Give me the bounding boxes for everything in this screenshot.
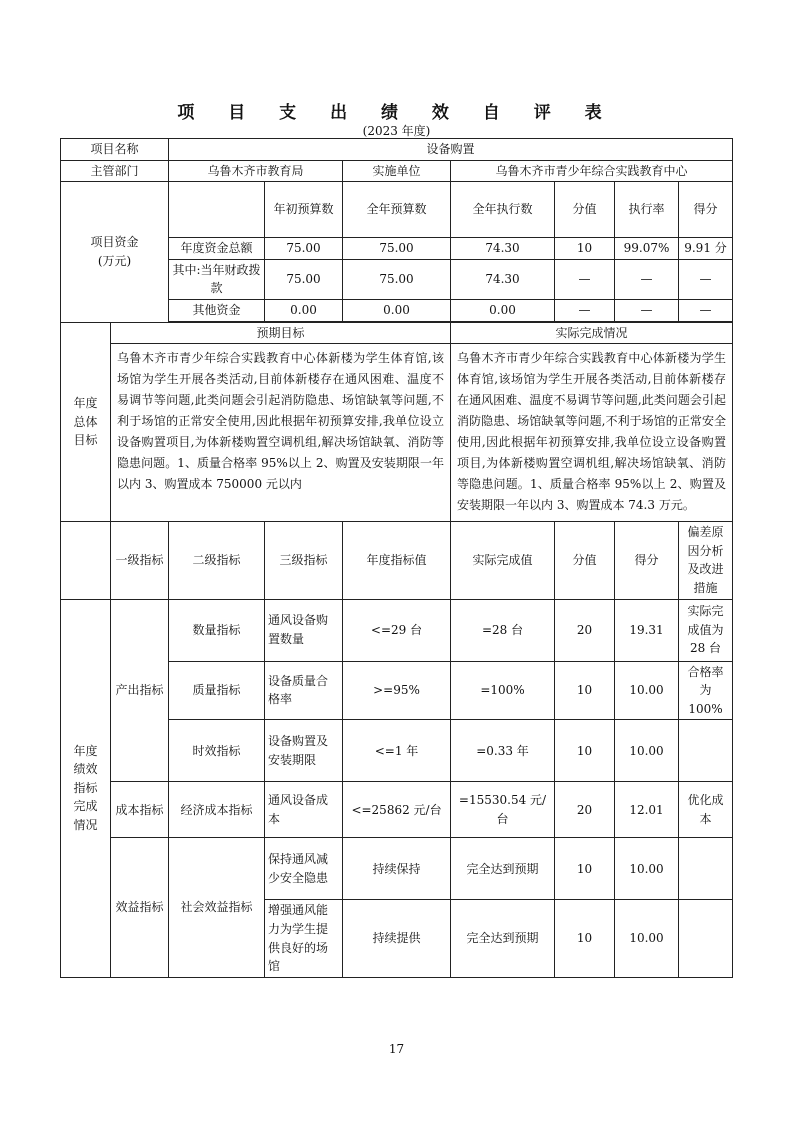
impl-value: 乌鲁木齐市青少年综合实践教育中心 [451,160,733,182]
expected-goal-header: 预期目标 [111,322,451,344]
level1-cost: 成本指标 [111,782,169,838]
funds-cell: — [615,259,679,299]
funds-cell: — [615,299,679,321]
indicator-note: 合格率为 100% [679,661,733,720]
indicator-score: 10.00 [615,900,679,977]
indicator-header: 实际完成值 [451,522,555,599]
funds-row-name: 年度资金总额 [169,238,265,260]
indicator-l2: 时效指标 [169,720,265,782]
funds-header: 年初预算数 [265,182,343,238]
indicator-header: 三级指标 [265,522,343,599]
funds-cell: 99.07% [615,238,679,260]
self-evaluation-table [60,138,733,978]
funds-cell: — [679,259,733,299]
indicator-note [679,720,733,782]
indicator-header: 一级指标 [111,522,169,599]
project-name-value: 设备购置 [169,139,733,161]
indicator-l2: 经济成本指标 [169,782,265,838]
impl-label: 实施单位 [343,160,451,182]
indicator-note: 实际完成值为 28 台 [679,599,733,661]
funds-cell: 10 [555,238,615,260]
funds-cell: 74.30 [451,238,555,260]
indicator-target: 持续提供 [343,900,451,977]
table-row [61,599,733,661]
table-row [61,139,733,161]
level1-output: 产出指标 [111,599,169,782]
funds-cell: 0.00 [343,299,451,321]
funds-cell: 75.00 [343,238,451,260]
funds-cell: — [679,299,733,321]
indicator-section-label: 年度 绩效 指标 完成 情况 [61,599,111,977]
indicator-l3: 增强通风能力为学生提供良好的场馆 [265,900,343,977]
indicator-actual: 完全达到预期 [451,838,555,900]
funds-cell: — [555,299,615,321]
funds-cell: 75.00 [265,259,343,299]
indicator-l3: 通风设备购置数量 [265,599,343,661]
funds-header: 全年预算数 [343,182,451,238]
funds-cell: 0.00 [451,299,555,321]
indicator-value: 10 [555,720,615,782]
funds-cell: 0.00 [265,299,343,321]
indicator-header: 偏差原因分析及改进措施 [679,522,733,599]
table-row [61,782,733,838]
goals-label: 年度 总体 目标 [61,322,111,522]
indicator-target: 持续保持 [343,838,451,900]
table-row [61,344,733,522]
indicator-note [679,900,733,977]
dept-value: 乌鲁木齐市教育局 [169,160,343,182]
expected-goal-text: 乌鲁木齐市青少年综合实践教育中心体新楼为学生体育馆,该场馆为学生开展各类活动,目前体新楼存在通风困难、温度不易调节等问题,此类问题会引起消防隐患、场馆缺氧等问题,不利于场馆的正常安全使用,因此根据年初预算安排,我单位设立设备购置项目,为体新楼购置空调机组,解决场馆缺氧、消防等隐患问题。1、质量合格率 95%以上 2、购置及安装期限一年以内 3、购置成本 750000 元以内 [111,344,451,522]
indicator-note: 优化成本 [679,782,733,838]
indicator-actual: =15530.54 元/台 [451,782,555,838]
indicator-target: >=95% [343,661,451,720]
indicator-l3: 设备购置及安装期限 [265,720,343,782]
funds-label: 项目资金 (万元) [61,182,169,322]
funds-header: 分值 [555,182,615,238]
document-title: 项 目 支 出 绩 效 自 评 表 [177,103,616,123]
table-row [61,522,733,599]
funds-cell: 75.00 [343,259,451,299]
funds-cell: 9.91 分 [679,238,733,260]
project-name-label: 项目名称 [61,139,169,161]
page-number: 17 [388,1042,405,1056]
indicator-score: 12.01 [615,782,679,838]
indicator-actual: =0.33 年 [451,720,555,782]
indicator-l3: 通风设备成本 [265,782,343,838]
table-row [61,160,733,182]
indicator-header: 得分 [615,522,679,599]
funds-header: 全年执行数 [451,182,555,238]
indicator-value: 10 [555,900,615,977]
funds-cell: 75.00 [265,238,343,260]
indicator-l2: 质量指标 [169,661,265,720]
level1-benefit: 效益指标 [111,838,169,977]
funds-row-name: 其他资金 [169,299,265,321]
indicator-actual: =100% [451,661,555,720]
indicator-l2: 社会效益指标 [169,838,265,977]
indicator-l2: 数量指标 [169,599,265,661]
actual-goal-text: 乌鲁木齐市青少年综合实践教育中心体新楼为学生体育馆,该场馆为学生开展各类活动,目前体新楼存在通风困难、温度不易调节等问题,此类问题会引起消防隐患、场馆缺氧等问题,不利于场馆的正常安全使用,因此根据年初预算安排,我单位设立设备购置项目,为体新楼购置空调机组,解决场馆缺氧、消防等隐患问题。1、质量合格率 95%以上 2、购置及安装期限一年以内 3、购置成本 74.3 万元。 [451,344,733,522]
indicator-score: 10.00 [615,720,679,782]
indicator-actual: 完全达到预期 [451,900,555,977]
indicator-value: 20 [555,599,615,661]
dept-label: 主管部门 [61,160,169,182]
indicator-value: 20 [555,782,615,838]
indicator-target: <=1 年 [343,720,451,782]
indicator-note [679,838,733,900]
indicator-header: 二级指标 [169,522,265,599]
funds-cell: 74.30 [451,259,555,299]
indicator-value: 10 [555,838,615,900]
indicator-score: 10.00 [615,838,679,900]
document-subtitle: (2023 年度) [362,124,431,138]
actual-goal-header: 实际完成情况 [451,322,733,344]
indicator-header: 年度指标值 [343,522,451,599]
indicator-score: 10.00 [615,661,679,720]
indicator-header: 分值 [555,522,615,599]
table-row [61,182,733,238]
indicator-l3: 设备质量合格率 [265,661,343,720]
funds-header-blank [169,182,265,238]
funds-header: 执行率 [615,182,679,238]
indicator-target: <=29 台 [343,599,451,661]
indicator-header-blank [61,522,111,599]
table-row [61,322,733,344]
funds-row-name: 其中:当年财政拨款 [169,259,265,299]
indicator-l3: 保持通风减少安全隐患 [265,838,343,900]
table-row [61,838,733,900]
indicator-target: <=25862 元/台 [343,782,451,838]
funds-header: 得分 [679,182,733,238]
indicator-actual: =28 台 [451,599,555,661]
indicator-score: 19.31 [615,599,679,661]
funds-cell: — [555,259,615,299]
indicator-value: 10 [555,661,615,720]
